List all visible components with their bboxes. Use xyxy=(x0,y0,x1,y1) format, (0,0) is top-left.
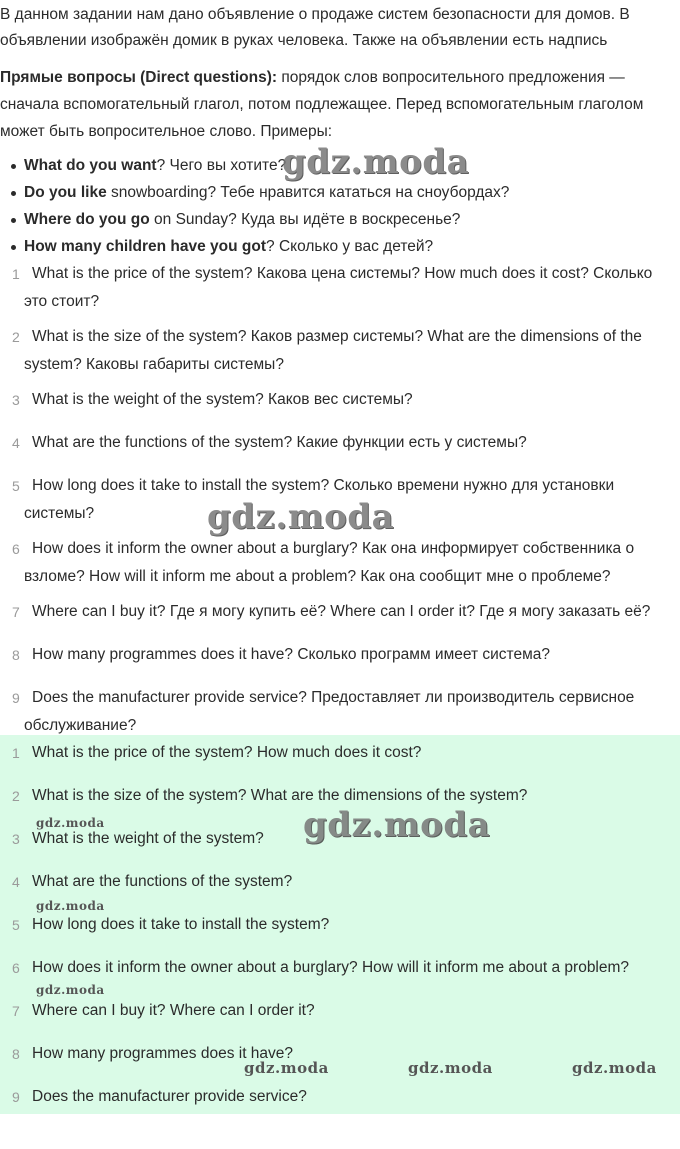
bullet-icon xyxy=(11,164,16,169)
intro-paragraph: В данном задании нам дано объявление о продаже систем безопасности для домов. В объявлении изображён домик в руках человека. Также на объявлении есть надпись xyxy=(0,6,630,49)
answer-number: 6 xyxy=(12,960,20,976)
example-rest: snowboarding? Тебе нравится кататься на сноубордах? xyxy=(106,184,510,201)
question-text: What are the functions of the system? Какие функции есть у системы? xyxy=(32,434,527,451)
example-item xyxy=(24,207,460,233)
question-text: How many programmes does it have? Сколько программ имеет система? xyxy=(32,646,550,663)
answer-number: 9 xyxy=(12,1089,20,1105)
question-text: How long does it take to install the system? Сколько времени нужно для установки системы? xyxy=(24,477,615,522)
answer-number: 7 xyxy=(12,1003,20,1019)
example-rest: ? Сколько у вас детей? xyxy=(266,238,434,255)
question-item xyxy=(0,386,676,414)
rule-text: порядок слов вопросительного предложения — сначала вспомогательный глагол, потом подлежащее. Перед вспомогательным глаголом может быть вопросительное слово. Примеры: xyxy=(0,69,644,140)
question-item xyxy=(0,323,676,379)
question-number: 5 xyxy=(12,478,20,494)
question-item xyxy=(0,598,676,626)
watermark: gdz.moda xyxy=(36,899,105,913)
bullet-icon xyxy=(11,245,16,250)
question-item xyxy=(0,641,676,669)
watermark: gdz.moda xyxy=(282,142,470,182)
answers-panel xyxy=(0,735,680,1114)
example-bold: What do you want xyxy=(24,157,157,174)
example-rest: ? Чего вы хотите? xyxy=(156,157,287,174)
example-bold: Where do you go xyxy=(24,211,150,228)
question-text: How does it inform the owner about a burglary? Как она информирует собственника о взломе? How will it inform me about a problem? Как она сообщит мне о проблеме? xyxy=(24,540,635,585)
answer-number: 4 xyxy=(12,874,20,890)
answer-text: Does the manufacturer provide service? xyxy=(32,1088,307,1105)
answer-number: 3 xyxy=(12,831,20,847)
question-number: 8 xyxy=(12,647,20,663)
example-rest: on Sunday? Куда вы идёте в воскресенье? xyxy=(149,211,461,228)
watermark: gdz.moda xyxy=(207,497,395,537)
answer-number: 2 xyxy=(12,788,20,804)
answer-text: How many programmes does it have? xyxy=(32,1045,294,1062)
question-text: Does the manufacturer provide service? Предоставляет ли производитель сервисное обслуживание? xyxy=(24,689,635,734)
question-text: What is the size of the system? Каков размер системы? What are the dimensions of the system? Каковы габариты системы? xyxy=(24,328,642,373)
rule-term: Прямые вопросы (Direct questions): xyxy=(0,69,278,86)
watermark: gdz.moda xyxy=(36,983,105,997)
answer-text: How does it inform the owner about a burglary? How will it inform me about a problem? xyxy=(32,959,630,976)
question-number: 3 xyxy=(12,392,20,408)
example-bold: Do you like xyxy=(24,184,107,201)
question-item xyxy=(0,260,676,316)
bullet-icon xyxy=(11,218,16,223)
watermark: gdz.moda xyxy=(244,1059,329,1077)
question-number: 9 xyxy=(12,690,20,706)
example-item xyxy=(24,180,509,206)
example-item xyxy=(24,153,286,179)
question-item xyxy=(0,684,676,740)
answer-text: What is the price of the system? How much does it cost? xyxy=(32,744,422,761)
question-item xyxy=(0,535,676,591)
question-text: What is the weight of the system? Каков вес системы? xyxy=(32,391,413,408)
watermark: gdz.moda xyxy=(303,805,491,845)
question-number: 4 xyxy=(12,435,20,451)
question-number: 2 xyxy=(12,329,20,345)
example-item xyxy=(24,234,433,260)
example-bold: How many children have you got xyxy=(24,238,267,255)
question-number: 7 xyxy=(12,604,20,620)
question-number: 1 xyxy=(12,266,20,282)
answer-number: 1 xyxy=(12,745,20,761)
question-text: What is the price of the system? Какова цена системы? How much does it cost? Сколько это стоит? xyxy=(24,265,653,310)
answer-text: How long does it take to install the system? xyxy=(32,916,330,933)
answer-number: 8 xyxy=(12,1046,20,1062)
answer-text: Where can I buy it? Where can I order it? xyxy=(32,1002,315,1019)
watermark: gdz.moda xyxy=(408,1059,493,1077)
answer-text: What is the size of the system? What are the dimensions of the system? xyxy=(32,787,528,804)
question-number: 6 xyxy=(12,541,20,557)
question-item xyxy=(0,429,676,457)
watermark: gdz.moda xyxy=(36,816,105,830)
answer-text: What is the weight of the system? xyxy=(32,830,264,847)
grammar-rule xyxy=(0,64,676,145)
watermark: gdz.moda xyxy=(572,1059,657,1077)
question-text: Where can I buy it? Где я могу купить её? Where can I order it? Где я могу заказать её? xyxy=(32,603,651,620)
bullet-icon xyxy=(11,191,16,196)
answer-number: 5 xyxy=(12,917,20,933)
answer-text: What are the functions of the system? xyxy=(32,873,293,890)
